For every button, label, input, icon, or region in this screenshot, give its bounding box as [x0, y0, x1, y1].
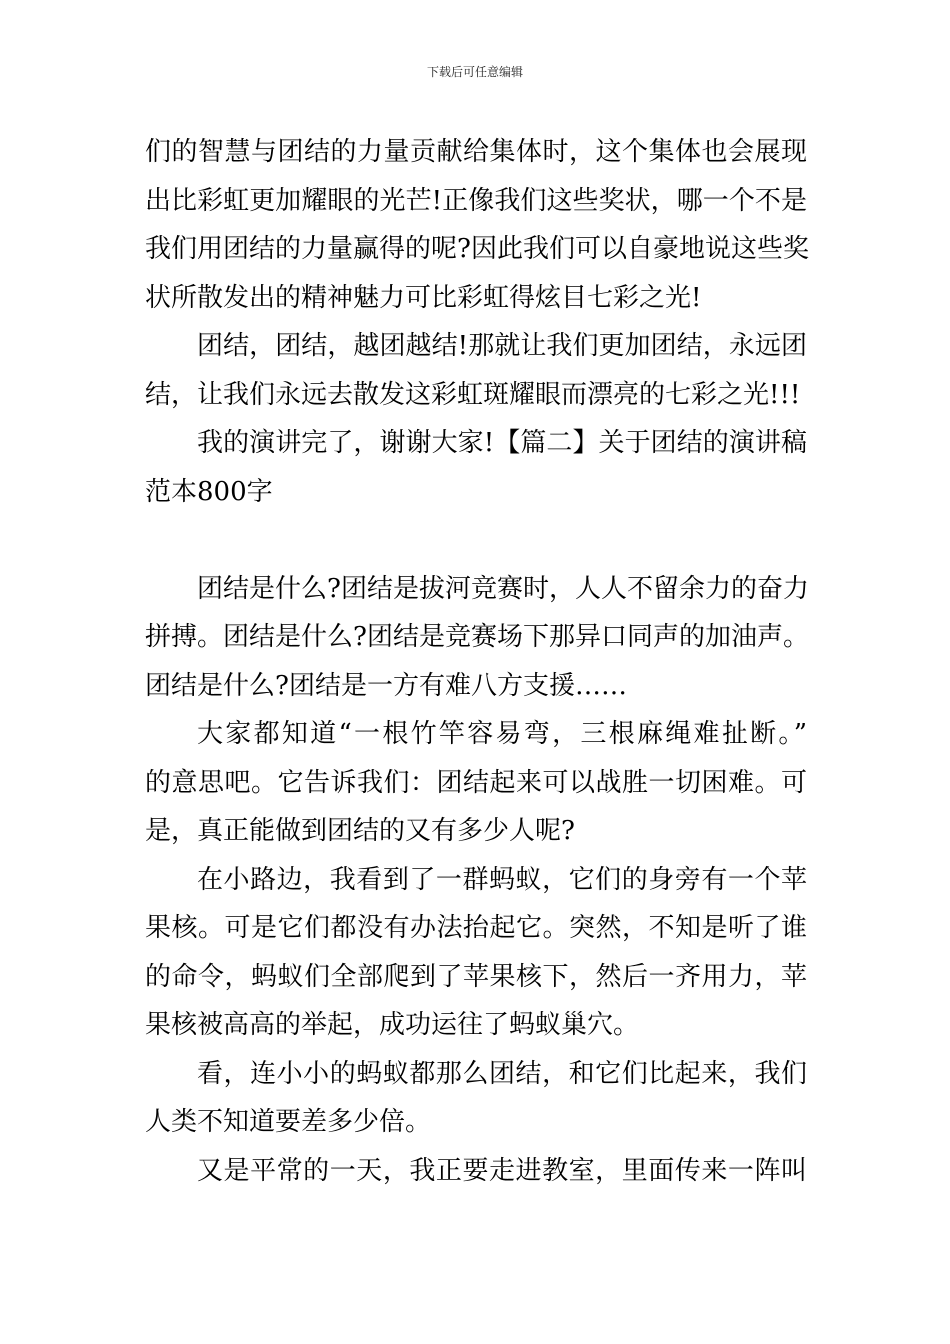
page-header: 下载后可任意编辑 — [426, 65, 523, 79]
text-line: 看，连小小的蚂蚁都那么团结，和它们比起来，我们 — [197, 1058, 807, 1089]
paragraph — [145, 710, 807, 856]
paragraph — [145, 128, 807, 322]
blank-line — [145, 516, 807, 565]
text-line: 大家都知道“一根竹竿容易弯，三根麻绳难扯断。” — [197, 719, 807, 749]
text-line: 我的演讲完了，谢谢大家!【篇二】关于团结的演讲稿 — [197, 428, 807, 458]
text-line: 拼搏。团结是什么?团结是竞赛场下那异口同声的加油声。 — [145, 622, 809, 652]
paragraph — [145, 856, 807, 1050]
paragraph — [145, 419, 807, 516]
text-line: 状所散发出的精神魅力可比彩虹得炫目七彩之光! — [145, 282, 702, 313]
text-line: 团结，团结，越团越结!那就让我们更加团结，永远团 — [197, 331, 807, 361]
text-line: 的意思吧。它告诉我们：团结起来可以战胜一切困难。可 — [145, 767, 807, 798]
text-line: 是，真正能做到团结的又有多少人呢? — [145, 816, 575, 846]
text-line: 人类不知道要差多少倍。 — [145, 1107, 432, 1137]
text-line: 结，让我们永远去散发这彩虹斑耀眼而漂亮的七彩之光!!! — [145, 379, 801, 410]
text-line: 又是平常的一天，我正要走进教室，里面传来一阵叫 — [197, 1155, 807, 1186]
paragraph — [145, 322, 807, 419]
text-line: 我们用团结的力量赢得的呢?因此我们可以自豪地说这些奖 — [145, 234, 809, 264]
text-line: 范本800字 — [145, 476, 273, 507]
paragraph — [145, 565, 807, 711]
text-line: 果核。可是它们都没有办法抬起它。突然，不知是听了谁 — [145, 913, 807, 943]
text-line: 在小路边，我看到了一群蚂蚁，它们的身旁有一个苹 — [197, 864, 807, 895]
text-line: 出比彩虹更加耀眼的光芒!正像我们这些奖状，哪一个不是 — [145, 185, 807, 216]
paragraph — [145, 1147, 807, 1196]
text-line: 果核被高高的举起，成功运往了蚂蚁巢穴。 — [145, 1010, 640, 1040]
text-line: 们的智慧与团结的力量贡献给集体时，这个集体也会展现 — [145, 137, 807, 167]
paragraph — [145, 1050, 807, 1147]
text-line: 的命令，蚂蚁们全部爬到了苹果核下，然后一齐用力，苹 — [145, 961, 807, 992]
text-line: 团结是什么?团结是拔河竞赛时，人人不留余力的奋力 — [197, 573, 809, 604]
document-body — [145, 128, 807, 1195]
text-line: 团结是什么?团结是一方有难八方支援…… — [145, 670, 627, 701]
